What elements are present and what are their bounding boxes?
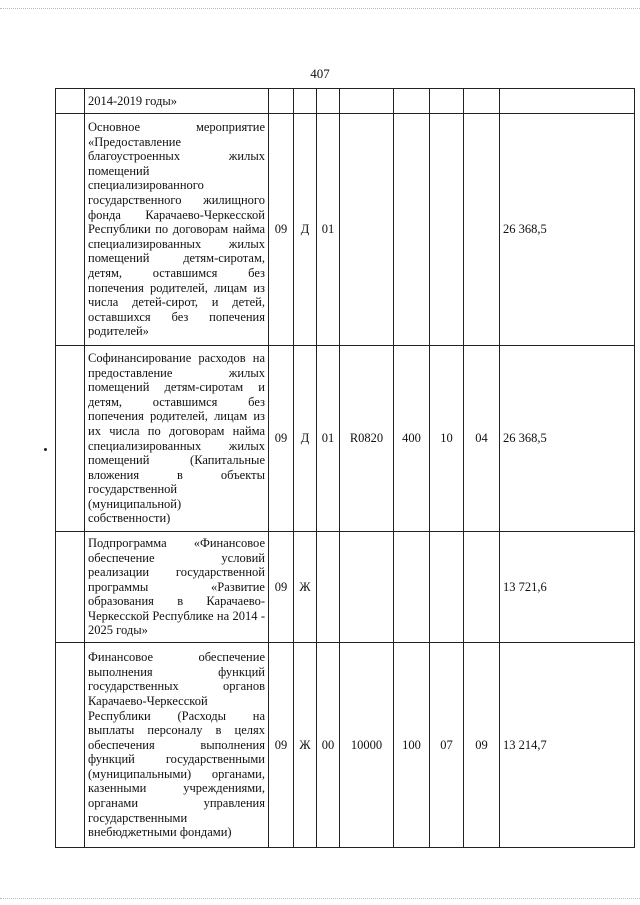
description-cell: 2014-2019 годы» (85, 89, 269, 114)
subprogram-code-cell: Ж (294, 532, 317, 643)
expense-type-cell (394, 114, 430, 346)
row-number-cell (56, 643, 85, 848)
subprogram-code-cell: Д (294, 346, 317, 532)
budget-table (55, 88, 635, 848)
section-cell (430, 532, 464, 643)
direction-code-cell (340, 114, 394, 346)
subprogram-code-cell (294, 89, 317, 114)
direction-code-cell: R0820 (340, 346, 394, 532)
program-code-cell: 09 (269, 114, 294, 346)
section-cell: 10 (430, 346, 464, 532)
amount-cell: 26 368,5 (500, 346, 635, 532)
row-number-cell (56, 114, 85, 346)
subsection-cell: 04 (464, 346, 500, 532)
subsection-cell (464, 89, 500, 114)
section-cell (430, 114, 464, 346)
direction-code-cell (340, 89, 394, 114)
expense-type-cell (394, 89, 430, 114)
subsection-cell (464, 114, 500, 346)
scan-edge-top (0, 8, 640, 11)
table-row (56, 114, 635, 346)
table-row (56, 89, 635, 114)
expense-type-cell (394, 532, 430, 643)
description-cell: Финансовое обеспечение выполнения функций государственных органов Карачаево-Черкесской Республики (Расходы на выплаты персоналу в целях обеспечения выполнения функций государственными (муниципальными) органами, казенными учреждениями, органами управления государственными внебюджетными фондами) (85, 643, 269, 848)
subprogram-code-cell: Д (294, 114, 317, 346)
description-cell: Подпрограмма «Финансовое обеспечение условий реализации государственной программы «Развитие образования в Карачаево-Черкесской Республике на 2014 - 2025 годы» (85, 532, 269, 643)
program-code-cell (269, 89, 294, 114)
amount-cell: 13 721,6 (500, 532, 635, 643)
description-cell: Софинансирование расходов на предоставление жилых помещений детям-сиротам и детям, оставшимся без попечения родителей, лицам из их числа по договорам найма специализированных жилых помещений (Капитальные вложения в объекты государственной (муниципальной) собственности) (85, 346, 269, 532)
event-code-cell: 00 (317, 643, 340, 848)
event-code-cell (317, 89, 340, 114)
program-code-cell: 09 (269, 532, 294, 643)
expense-type-cell: 400 (394, 346, 430, 532)
program-code-cell: 09 (269, 643, 294, 848)
program-code-cell: 09 (269, 346, 294, 532)
page-number: 407 (310, 66, 330, 81)
section-cell (430, 89, 464, 114)
row-number-cell (56, 89, 85, 114)
event-code-cell (317, 532, 340, 643)
direction-code-cell: 10000 (340, 643, 394, 848)
amount-cell: 26 368,5 (500, 114, 635, 346)
direction-code-cell (340, 532, 394, 643)
subsection-cell: 09 (464, 643, 500, 848)
row-number-cell (56, 532, 85, 643)
subprogram-code-cell: Ж (294, 643, 317, 848)
amount-cell: 13 214,7 (500, 643, 635, 848)
event-code-cell: 01 (317, 114, 340, 346)
table-row (56, 643, 635, 848)
subsection-cell (464, 532, 500, 643)
amount-cell (500, 89, 635, 114)
scan-speck (44, 448, 47, 451)
row-number-cell (56, 346, 85, 532)
event-code-cell: 01 (317, 346, 340, 532)
description-cell: Основное мероприятие «Предоставление благоустроенных жилых помещений специализированного государственного жилищного фонда Карачаево-Черкесской Республики по договорам найма специализированных жилых помещений детям-сиротам, детям, оставшимся без попечения родителей, лицам из числа детей-сирот, и детей, оставшихся без попечения родителей» (85, 114, 269, 346)
scan-edge-bottom (0, 898, 640, 901)
table-row (56, 346, 635, 532)
section-cell: 07 (430, 643, 464, 848)
expense-type-cell: 100 (394, 643, 430, 848)
table-row (56, 532, 635, 643)
